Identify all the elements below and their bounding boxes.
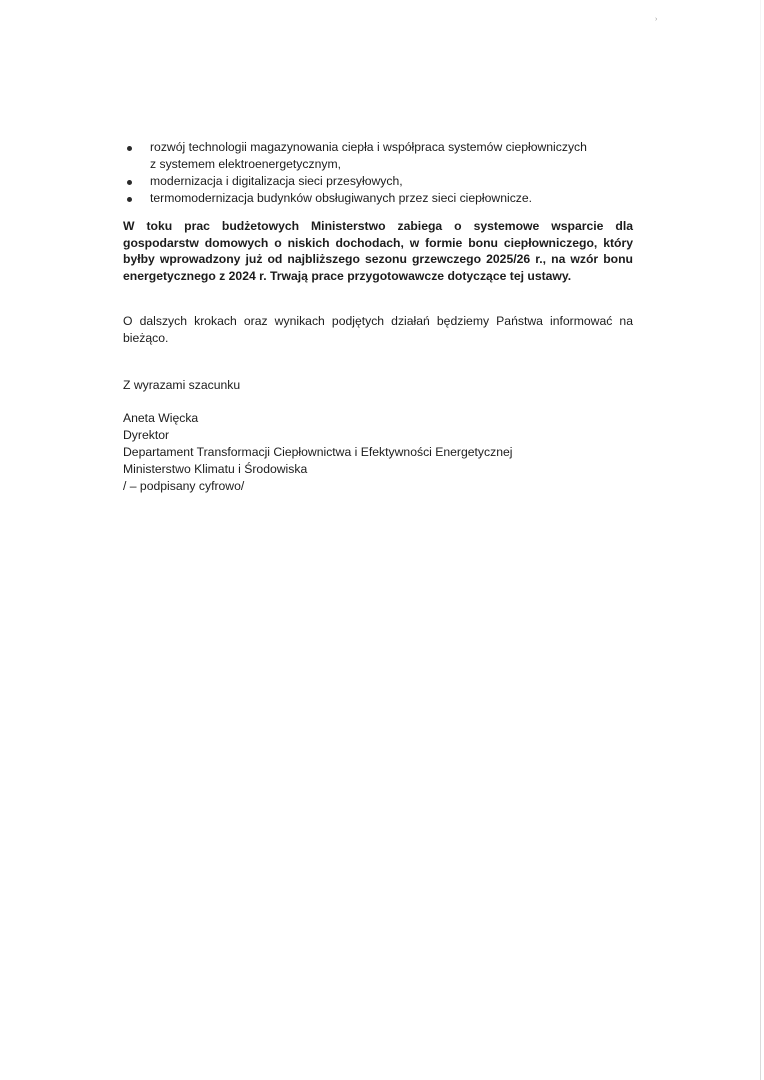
closing-salutation: Z wyrazami szacunku	[123, 378, 241, 392]
signatory-ministry: Ministerstwo Klimatu i Środowiska	[123, 462, 308, 476]
list-item-continuation: z systemem elektroenergetycznym,	[150, 157, 342, 171]
signatory-position: Dyrektor	[123, 428, 170, 442]
list-item-text: rozwój technologii magazynowania ciepła i współpraca systemów ciepłowniczych	[150, 140, 587, 154]
corner-mark: ›	[655, 16, 658, 23]
scan-edge	[760, 0, 761, 1080]
digital-signature-note: / – podpisany cyfrowo/	[123, 479, 245, 493]
signatory-department: Departament Transformacji Ciepłownictwa i Efektywności Energetycznej	[123, 445, 513, 459]
next-steps-paragraph: O dalszych krokach oraz wynikach podjętych działań będziemy Państwa informować na bieżąco.	[123, 314, 633, 345]
list-item-text: modernizacja i digitalizacja sieci przesyłowych,	[150, 174, 403, 188]
bullet-icon	[127, 146, 132, 151]
bullet-icon	[127, 180, 132, 185]
signature-block	[123, 410, 512, 495]
list-item	[124, 173, 644, 190]
bullet-list	[124, 139, 644, 207]
bullet-icon	[127, 197, 132, 202]
signatory-name: Aneta Więcka	[123, 411, 199, 425]
budget-support-paragraph: W toku prac budżetowych Ministerstwo zabiega o systemowe wsparcie dla gospodarstw domowych o niskich dochodach, w formie bonu ciepłowniczego, który byłby wprowadzony już od najbliższego sezonu grzewczego 2025/26 r., na wzór bonu energetycznego z 2024 r. Trwają prace przygotowawcze dotyczące tej ustawy.	[123, 219, 633, 283]
list-item	[124, 139, 644, 173]
list-item-text: termomodernizacja budynków obsługiwanych przez sieci ciepłownicze.	[150, 191, 533, 205]
list-item	[124, 190, 644, 207]
